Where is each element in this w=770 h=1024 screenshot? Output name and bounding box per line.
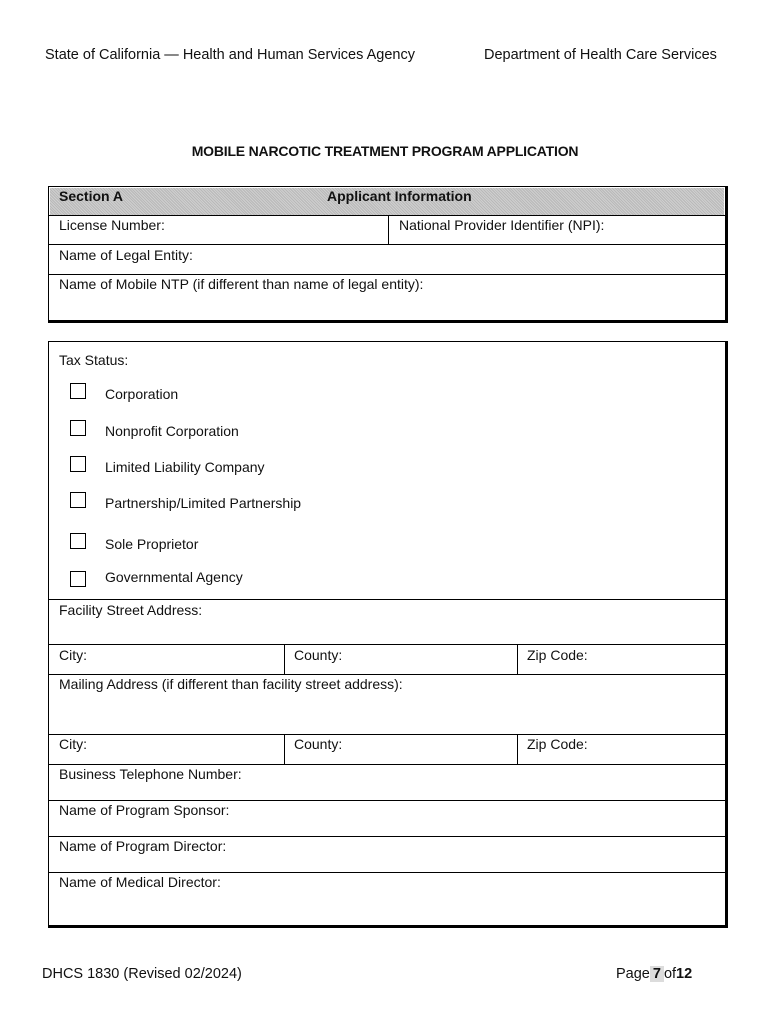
option-partnership-label: Partnership/Limited Partnership — [105, 495, 302, 511]
checkbox-llc[interactable] — [70, 456, 86, 472]
of-word: of — [663, 966, 677, 982]
option-corporation-label: Corporation — [105, 386, 179, 402]
section-a-box — [48, 186, 728, 323]
page-indicator — [616, 966, 692, 982]
section-label: Section A — [59, 188, 124, 204]
option-nonprofit-label: Nonprofit Corporation — [105, 423, 239, 439]
mailing-address-field[interactable]: Mailing Address (if different than facility street address): — [59, 676, 403, 692]
option-sole-proprietor-label: Sole Proprietor — [105, 536, 199, 552]
checkbox-corporation[interactable] — [70, 383, 86, 399]
section-heading: Applicant Information — [327, 188, 472, 204]
facility-city-field[interactable]: City: — [59, 647, 87, 663]
program-sponsor-field[interactable]: Name of Program Sponsor: — [59, 802, 230, 818]
checkbox-sole-proprietor[interactable] — [70, 533, 86, 549]
option-governmental-label: Governmental Agency — [105, 569, 243, 585]
page-number: 7 — [650, 966, 664, 982]
mobile-ntp-name-field[interactable]: Name of Mobile NTP (if different than name of legal entity): — [59, 276, 424, 292]
agency-name: State of California — Health and Human Services Agency — [45, 47, 415, 63]
page-word: Page — [616, 966, 650, 982]
facility-zip-field[interactable]: Zip Code: — [527, 647, 588, 663]
license-number-field[interactable]: License Number: — [59, 217, 165, 233]
form-title: MOBILE NARCOTIC TREATMENT PROGRAM APPLICATION — [191, 143, 579, 159]
applicant-details-box — [48, 341, 728, 928]
medical-director-field[interactable]: Name of Medical Director: — [59, 874, 221, 890]
mailing-zip-field[interactable]: Zip Code: — [527, 736, 588, 752]
npi-field[interactable]: National Provider Identifier (NPI): — [399, 217, 605, 233]
mailing-city-field[interactable]: City: — [59, 736, 87, 752]
facility-address-field[interactable]: Facility Street Address: — [59, 602, 203, 618]
checkbox-governmental-agency[interactable] — [70, 571, 86, 587]
legal-entity-field[interactable]: Name of Legal Entity: — [59, 247, 193, 263]
page-total: 12 — [676, 966, 693, 982]
form-id: DHCS 1830 (Revised 02/2024) — [42, 966, 242, 982]
option-llc-label: Limited Liability Company — [105, 459, 265, 475]
program-director-field[interactable]: Name of Program Director: — [59, 838, 227, 854]
checkbox-partnership[interactable] — [70, 492, 86, 508]
checkbox-nonprofit-corporation[interactable] — [70, 420, 86, 436]
mailing-county-field[interactable]: County: — [294, 736, 343, 752]
tax-status-label: Tax Status: — [59, 352, 129, 368]
business-phone-field[interactable]: Business Telephone Number: — [59, 766, 242, 782]
department-name: Department of Health Care Services — [484, 47, 717, 63]
facility-county-field[interactable]: County: — [294, 647, 343, 663]
